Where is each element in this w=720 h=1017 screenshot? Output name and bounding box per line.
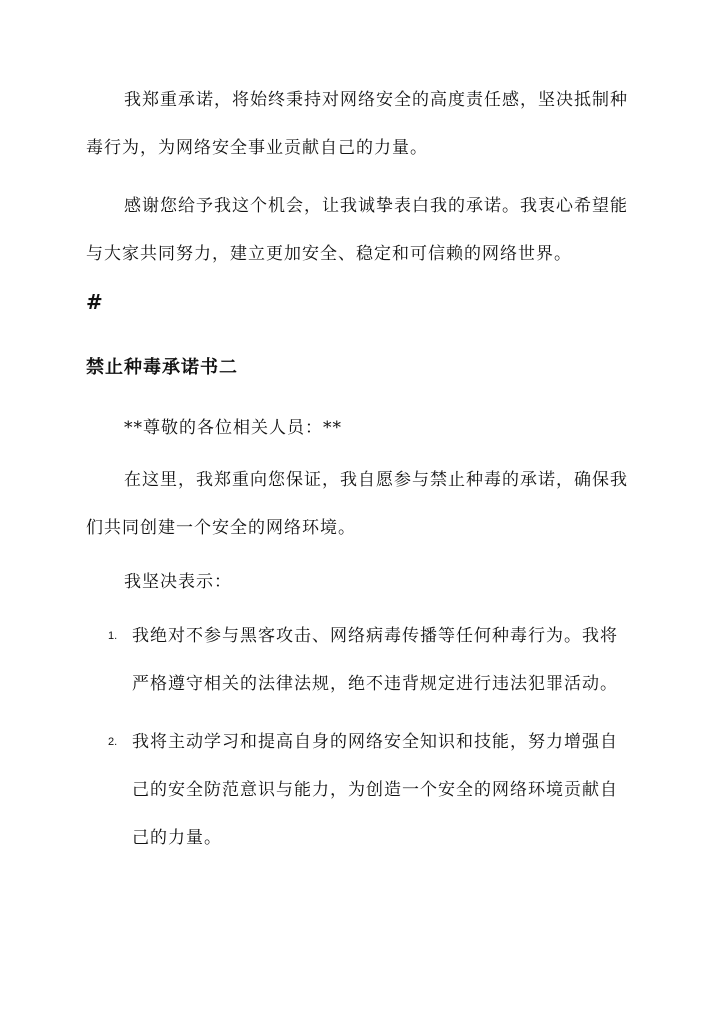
list-item-text: 我将主动学习和提高自身的网络安全知识和技能，努力增强自己的安全防范意识与能力，为创造一个安全的网络环境贡献自己的力量。	[132, 732, 618, 848]
commitment-list	[86, 612, 634, 872]
paragraph-thanks: 感谢您给予我这个机会，让我诚挚表白我的承诺。我衷心希望能与大家共同努力，建立更加安全、稳定和可信赖的网络世界。	[86, 196, 628, 264]
salutation: **尊敬的各位相关人员：**	[124, 418, 342, 438]
paragraph-commitment: 我郑重承诺，将始终秉持对网络安全的高度责任感，坚决抵制种毒行为，为网络安全事业贡献自己的力量。	[86, 90, 628, 158]
list-item-number: 1.	[108, 630, 118, 642]
list-item	[86, 612, 634, 708]
paragraph-intro: 在这里，我郑重向您保证，我自愿参与禁止种毒的承诺，确保我们共同创建一个安全的网络环境。	[86, 470, 628, 538]
statement-line: 我坚决表示：	[124, 572, 232, 592]
section-separator: #	[86, 290, 103, 314]
list-item	[86, 718, 634, 862]
section-heading: 禁止种毒承诺书二	[86, 357, 238, 378]
list-item-text: 我绝对不参与黑客攻击、网络病毒传播等任何种毒行为。我将严格遵守相关的法律法规，绝不违背规定进行违法犯罪活动。	[132, 626, 618, 694]
list-item-number: 2.	[108, 736, 118, 748]
